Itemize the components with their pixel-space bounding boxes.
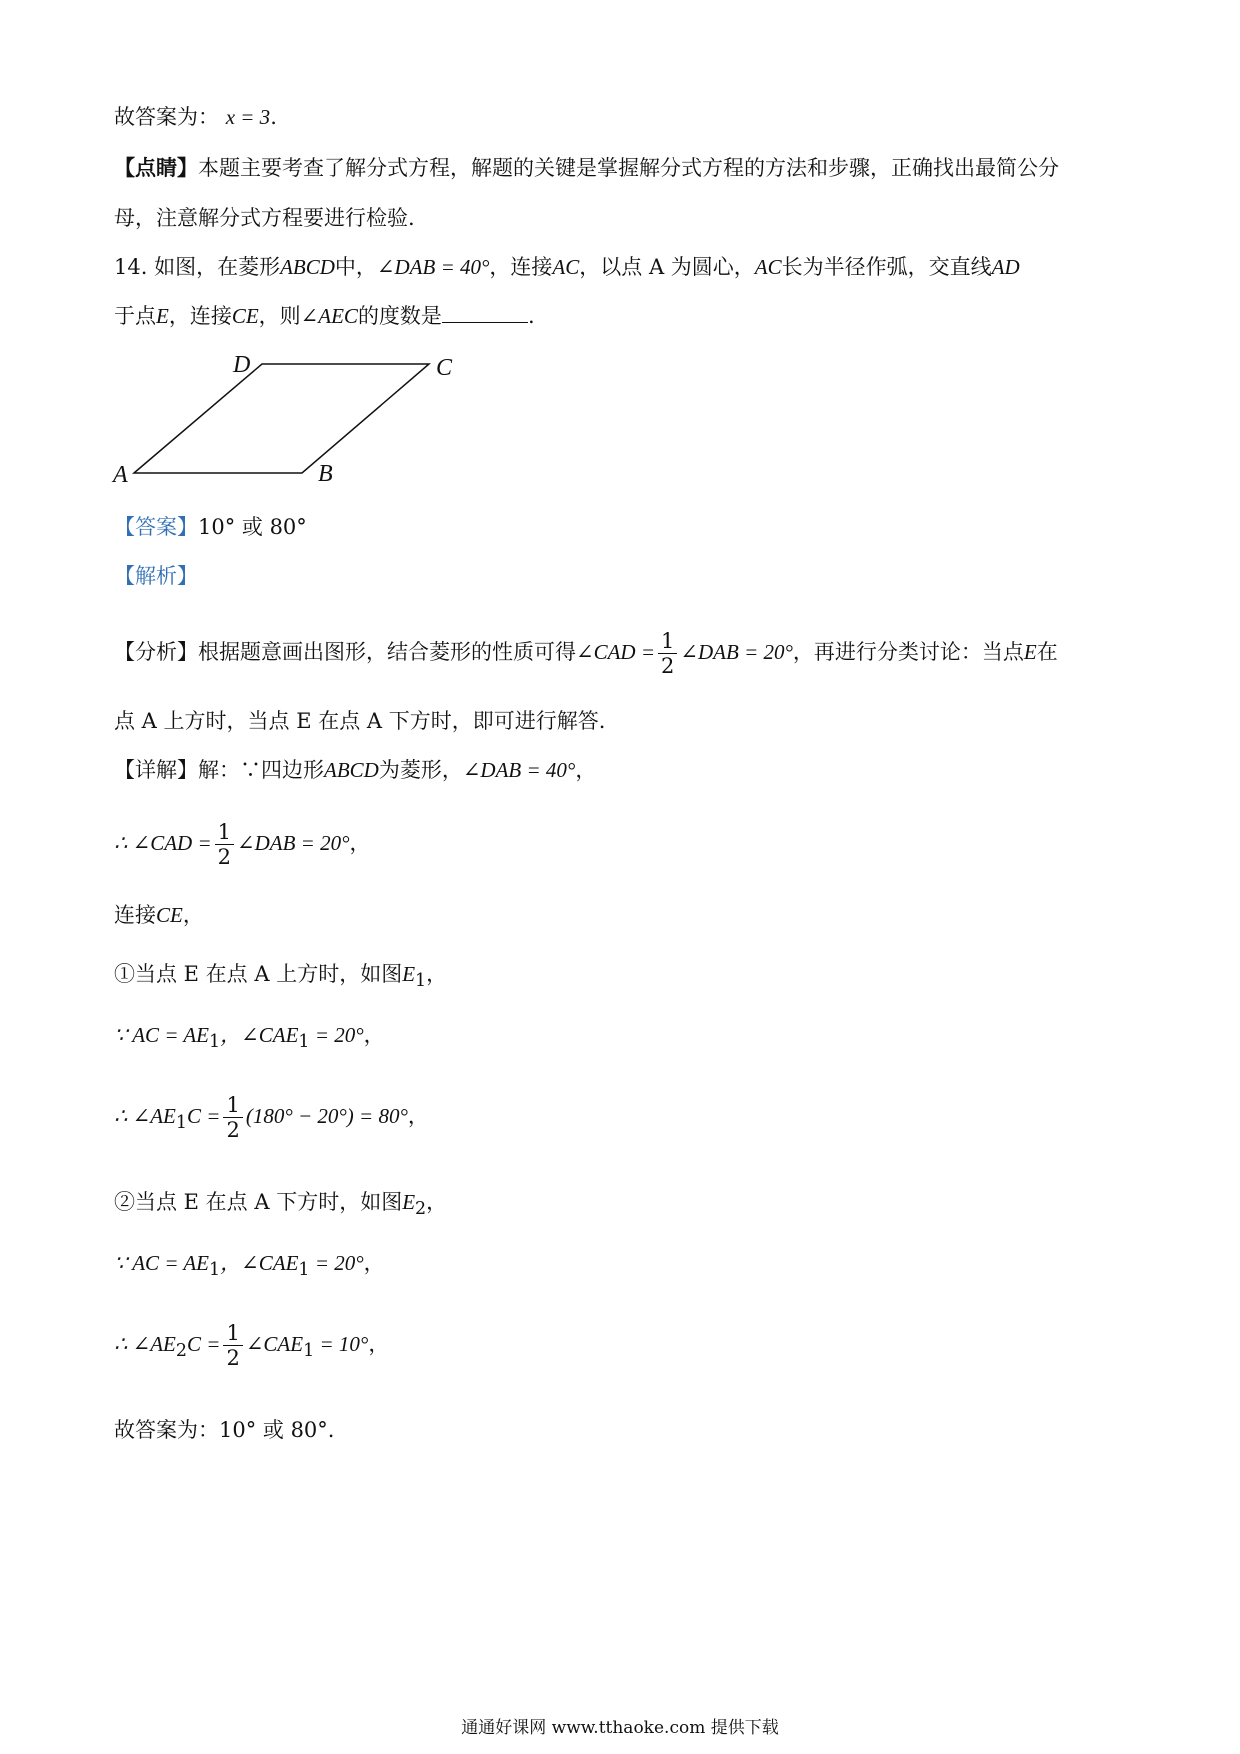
step-expression: = 20°	[309, 1251, 364, 1275]
question-text: 如图，在菱形	[154, 255, 281, 279]
segment-ce: CE	[231, 304, 259, 328]
question-text: 中，	[334, 255, 377, 279]
answer-blank	[442, 302, 528, 323]
detail-line	[114, 755, 596, 785]
question-text: ，连接	[168, 304, 232, 328]
detail-text: 为菱形，	[378, 758, 463, 782]
step-expression: C =	[187, 1332, 221, 1356]
question-text: ，连接	[489, 255, 553, 279]
final-answer: 故答案为：10° 或 80°.	[114, 1418, 335, 1442]
fenxi-expression: ∠DAB = 20°	[680, 640, 793, 664]
question-text: ，则	[258, 304, 301, 328]
point-e: E	[1023, 640, 1037, 664]
answer-text: 10° 或 80°	[198, 515, 307, 539]
final-answer-line	[114, 1415, 334, 1445]
step-expression: ，∠CAE	[220, 1023, 299, 1047]
pointer-tag: 【点睛】	[114, 155, 198, 180]
step-punctuation: ，	[426, 1190, 448, 1214]
fraction-numerator: 1	[223, 1321, 242, 1346]
point-e: E	[402, 962, 416, 986]
fraction-one-half	[658, 629, 677, 678]
fraction-one-half	[215, 820, 234, 869]
step-text: ②当点 E 在点 A 下方时，如图	[114, 1190, 403, 1214]
step-punctuation: ，	[363, 1251, 385, 1275]
subscript: 1	[298, 1032, 310, 1053]
step-cad	[114, 817, 371, 869]
fenxi-tag: 【分析】	[114, 640, 198, 664]
fenxi-expression: ∠CAD =	[576, 640, 656, 664]
rhombus-name: ABCD	[280, 255, 335, 279]
subscript: 1	[303, 1341, 315, 1362]
fenxi-text: ，再进行分类讨论：当点	[792, 640, 1024, 664]
fenxi-line-2	[114, 706, 605, 736]
fraction-denominator: 2	[661, 654, 675, 678]
detail-tag: 【详解】	[114, 758, 198, 782]
step-punctuation: ，	[368, 1332, 390, 1356]
angle-dab: ∠DAB = 40°	[376, 255, 490, 279]
step-case-2	[114, 1187, 447, 1224]
rhombus-figure	[100, 345, 480, 495]
step-punctuation: ，	[407, 1104, 429, 1128]
subscript: 1	[209, 1260, 221, 1281]
step-expression: ，∠CAE	[220, 1251, 299, 1275]
detail-text: 解：∵四边形	[198, 758, 324, 782]
subscript: 1	[209, 1032, 221, 1053]
step-expression: ∴ ∠AE	[114, 1332, 176, 1356]
label-c: C	[436, 355, 453, 381]
step-expression: = 20°	[309, 1023, 364, 1047]
fraction-denominator: 2	[226, 1346, 240, 1370]
line-ad: AD	[991, 255, 1020, 279]
fenxi-text: 点 A 上方时，当点 E 在点 A 下方时，即可进行解答.	[114, 709, 606, 733]
fraction-denominator: 2	[226, 1118, 240, 1142]
question-text: .	[527, 304, 535, 328]
previous-answer-suffix: .	[270, 105, 277, 129]
fenxi-line-1	[114, 626, 1058, 678]
rhombus-name: ABCD	[324, 758, 379, 782]
label-a: A	[113, 462, 128, 488]
step-punctuation: ，	[363, 1023, 385, 1047]
label-b: B	[318, 461, 333, 487]
subscript: 2	[175, 1341, 188, 1362]
question-text: 长为半径作弧，交直线	[781, 255, 992, 279]
step-case-1	[114, 959, 447, 996]
answer-tag: 【答案】	[114, 515, 198, 539]
segment-ac: AC	[754, 255, 782, 279]
fraction-one-half	[223, 1321, 242, 1370]
step-ae2c	[114, 1318, 389, 1377]
fenxi-text: 根据题意画出图形，结合菱形的性质可得	[198, 640, 576, 664]
point-e: E	[156, 304, 169, 328]
step-expression: ∵ AC = AE	[114, 1251, 210, 1275]
angle-aec: ∠AEC	[300, 304, 358, 328]
segment-ce: CE	[156, 903, 183, 927]
fraction-numerator: 1	[658, 629, 677, 654]
step-expression: C =	[187, 1104, 221, 1128]
pointer-line-2	[114, 203, 415, 233]
angle-dab: ∠DAB = 40°	[462, 758, 576, 782]
label-d: D	[233, 352, 251, 378]
subscript: 1	[298, 1260, 310, 1281]
previous-answer-prefix: 故答案为：	[114, 105, 219, 129]
subscript: 2	[415, 1199, 427, 1220]
question-text: ，以点 A 为圆心，	[579, 255, 755, 279]
subscript: 1	[175, 1113, 188, 1134]
step-ae1c	[114, 1090, 429, 1149]
step-text: 连接	[114, 903, 156, 927]
previous-answer-expression: x = 3	[225, 105, 271, 129]
detail-text: ，	[575, 758, 597, 782]
step-punctuation: ，	[426, 962, 448, 986]
segment-ac: AC	[552, 255, 580, 279]
step-expression: (180° − 20°) = 80°	[245, 1104, 408, 1128]
rhombus-outline	[134, 364, 429, 473]
page-footer: 通通好课网 www.tthaoke.com 提供下载	[461, 1718, 779, 1738]
pointer-text-2: 母，注意解分式方程要进行检验.	[114, 206, 415, 230]
fraction-one-half	[223, 1093, 242, 1142]
answer-line	[114, 512, 307, 542]
fraction-numerator: 1	[215, 820, 234, 845]
step-expression: ∴ ∠CAD =	[114, 831, 212, 855]
step-expression: ∠DAB = 20°	[237, 831, 350, 855]
question-text: 于点	[114, 304, 156, 328]
pointer-line-1	[114, 153, 1059, 183]
previous-answer-line	[114, 102, 277, 132]
question-line-1	[114, 252, 1020, 282]
analysis-tag: 【解析】	[114, 564, 198, 588]
step-expression: ∴ ∠AE	[114, 1104, 176, 1128]
point-e: E	[402, 1190, 416, 1214]
step-expression: ∠CAE	[245, 1332, 304, 1356]
step-connect-ce	[114, 900, 204, 930]
step-punctuation: ，	[182, 903, 204, 927]
analysis-tag-line	[114, 561, 198, 591]
step-punctuation: ，	[349, 831, 371, 855]
subscript: 1	[415, 971, 427, 992]
question-text: 的度数是	[357, 304, 442, 328]
step-ac-ae1	[114, 1020, 385, 1057]
step-expression: ∵ AC = AE	[114, 1023, 210, 1047]
fraction-numerator: 1	[223, 1093, 242, 1118]
step-ac-ae1-again	[114, 1248, 385, 1285]
step-expression: = 10°	[314, 1332, 369, 1356]
fenxi-text: 在	[1036, 640, 1058, 664]
step-text: ①当点 E 在点 A 上方时，如图	[114, 962, 403, 986]
question-number: 14.	[114, 255, 148, 279]
fraction-denominator: 2	[217, 845, 232, 869]
pointer-text-1: 本题主要考查了解分式方程，解题的关键是掌握解分式方程的方法和步骤，正确找出最简公分	[198, 156, 1059, 180]
question-line-2	[114, 301, 535, 331]
